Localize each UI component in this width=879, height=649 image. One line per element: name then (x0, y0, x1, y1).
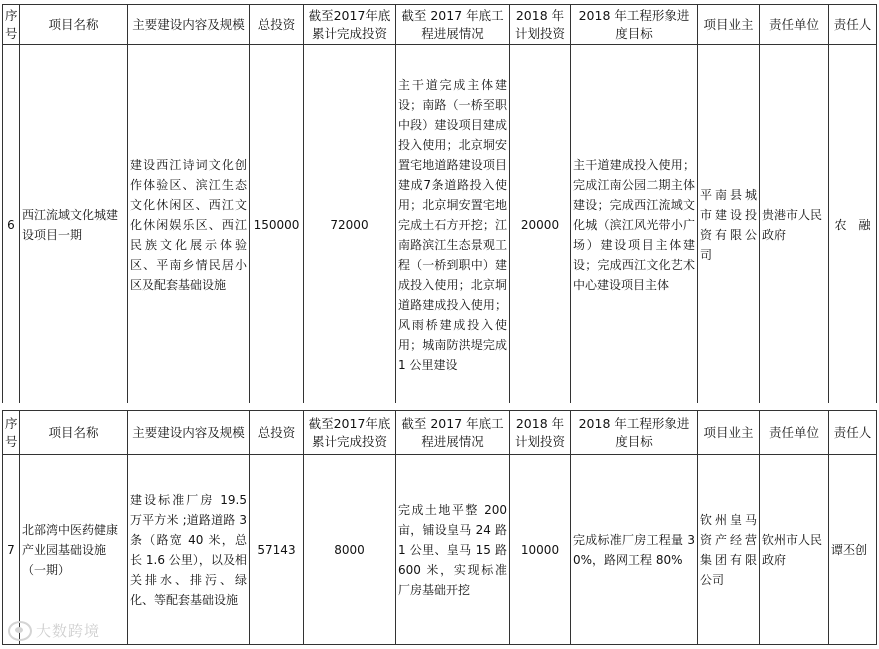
project-table-1 (2, 4, 877, 405)
header-unit: 责任单位 (760, 411, 829, 455)
cell-content: 建设标准厂房 19.5 万平方米 ;道路道路 3 条（路宽 40 米，总长 1.6 公里），以及相关排水、排污、绿化、等配套基础设施 (128, 455, 250, 645)
cell-plan2018: 10000 (510, 455, 571, 645)
watermark (8, 620, 100, 641)
cell-progress2017: 完成土地平整 200 亩，铺设皇马 24 路 1 公里、皇马 15 路 600 米，实现标准厂房基础开挖 (396, 455, 510, 645)
cell-target2018: 主干道建成投入使用；完成江南公园二期主体建设；完成西江流域文化城（滨江风光带小广场）建设项目主体建设；完成西江文化艺术中心建设项目主体 (571, 45, 698, 405)
header-done2017: 截至2017年底累计完成投资 (304, 5, 396, 45)
cell-done2017: 8000 (304, 455, 396, 645)
header-owner: 项目业主 (698, 5, 760, 45)
header-total: 总投资 (250, 411, 304, 455)
header-name: 项目名称 (20, 5, 128, 45)
table-header-row (3, 5, 877, 45)
project-table-2 (2, 410, 877, 645)
table-row (3, 455, 877, 645)
cell-plan2018: 20000 (510, 45, 571, 405)
header-person: 责任人 (829, 411, 877, 455)
cell-person: 谭丕创 (829, 455, 877, 645)
table-header-row (3, 411, 877, 455)
header-name: 项目名称 (20, 411, 128, 455)
header-seq: 序号 (3, 411, 20, 455)
cell-seq: 6 (3, 45, 20, 405)
cell-total: 57143 (250, 455, 304, 645)
cell-owner: 平南县城市建设投资有限公司 (698, 45, 760, 405)
cell-content: 建设西江诗词文化创作体验区、滨江生态文化休闲区、西江文化休闲娱乐区、西江民族文化展示体验区、平南乡情民居小区及配套基础设施 (128, 45, 250, 405)
table-row (3, 45, 877, 405)
header-target2018: 2018 年工程形象进度目标 (571, 5, 698, 45)
header-total: 总投资 (250, 5, 304, 45)
cell-progress2017: 主干道完成主体建设；南路（一桥至职中段）建设项目建成投入使用；北京垌安置宅地道路建设项目建成7条道路投入使用；北京垌安置宅地完成土石方开挖；江南路滨江生态景观工程（一桥到职中）建成投入使用；北京垌道路建成投入使用；风雨桥建成投入使用；城南防洪堤完成 1 公里建设 (396, 45, 510, 405)
cell-owner: 钦州皇马资产经营集团有限公司 (698, 455, 760, 645)
watermark-text: 大数跨境 (36, 622, 101, 640)
header-owner: 项目业主 (698, 411, 760, 455)
cell-total: 150000 (250, 45, 304, 405)
table-separator (0, 403, 879, 410)
cell-person: 农 融 (829, 45, 877, 405)
cell-name: 北部湾中医药健康产业园基础设施（一期） (20, 455, 128, 645)
watermark-logo-icon (8, 621, 32, 641)
header-plan2018: 2018 年计划投资 (510, 411, 571, 455)
cell-unit: 贵港市人民政府 (760, 45, 829, 405)
header-done2017: 截至2017年底累计完成投资 (304, 411, 396, 455)
header-content: 主要建设内容及规模 (128, 411, 250, 455)
cell-target2018: 完成标准厂房工程量 30%，路网工程 80% (571, 455, 698, 645)
header-plan2018: 2018 年计划投资 (510, 5, 571, 45)
header-progress2017: 截至 2017 年底工程进展情况 (396, 5, 510, 45)
cell-done2017: 72000 (304, 45, 396, 405)
header-target2018: 2018 年工程形象进度目标 (571, 411, 698, 455)
header-seq: 序号 (3, 5, 20, 45)
header-unit: 责任单位 (760, 5, 829, 45)
header-progress2017: 截至 2017 年底工程进展情况 (396, 411, 510, 455)
cell-seq: 7 (3, 455, 20, 645)
header-content: 主要建设内容及规模 (128, 5, 250, 45)
cell-name: 西江流域文化城建设项目一期 (20, 45, 128, 405)
cell-unit: 钦州市人民政府 (760, 455, 829, 645)
header-person: 责任人 (829, 5, 877, 45)
